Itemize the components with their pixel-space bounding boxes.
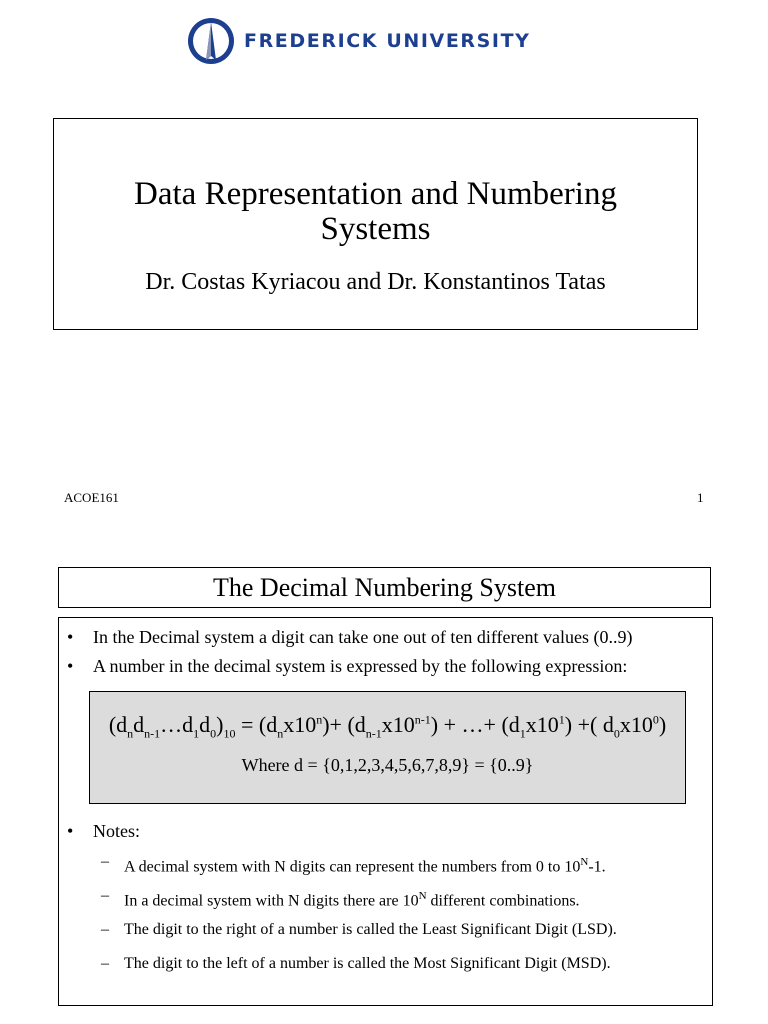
bullet-text: A number in the decimal system is expressed by the following expression: [93,656,628,676]
frederick-university-emblem-icon [186,16,236,66]
note-item [101,852,606,877]
formula-box [89,691,686,804]
notes-label: Notes: [93,821,140,841]
bullet-text: In the Decimal system a digit can take one out of ten different values (0..9) [93,627,633,647]
dash-glyph: – [101,887,109,904]
formula-where-clause: Where d = {0,1,2,3,4,5,6,7,8,9} = {0..9} [241,755,534,776]
bullet-item [67,626,633,648]
note-text: A decimal system with N digits can represent the numbers from 0 to 10 [124,858,581,876]
bullet-glyph: • [67,656,74,676]
title-slide-box [53,118,698,330]
bullet-item [67,820,140,842]
slide-content-box [58,617,713,1006]
note-superscript: N [580,856,589,868]
dash-glyph: – [101,921,109,938]
bullet-glyph: • [67,821,74,841]
note-text: The digit to the left of a number is called the Most Significant Digit (MSD). [124,955,611,972]
bullet-glyph: • [67,627,74,647]
page-number: 1 [697,490,704,505]
note-item [101,886,580,911]
note-item [101,920,617,940]
course-code: ACOE161 [64,490,119,505]
slide-heading: The Decimal Numbering System [58,567,711,608]
slide-authors: Dr. Costas Kyriacou and Dr. Konstantinos Tatas [145,269,606,295]
note-superscript: N [418,890,427,902]
dash-glyph: – [101,955,109,972]
slide-title: Data Representation and Numbering Systems [134,176,617,247]
note-text: In a decimal system with N digits there are 10 [124,892,419,910]
note-item [101,954,611,974]
note-text-tail: different combinations. [426,892,580,910]
note-text-tail: -1. [588,858,606,876]
note-text: The digit to the right of a number is called the Least Significant Digit (LSD). [124,921,617,938]
university-logo [186,14,531,68]
decimal-expansion-formula: $(d_nd_{n-1}\dots d_1d_0)_{10} = (d_nx10^n)+ (d_{n-1}x10^{n-1})$ + …+ $(d_1x10^1)$ +( $d_0x10^0$) [108,712,667,741]
dash-glyph: – [101,853,109,870]
university-name: FREDERICK UNIVERSITY [244,30,531,52]
bullet-item [67,655,628,677]
